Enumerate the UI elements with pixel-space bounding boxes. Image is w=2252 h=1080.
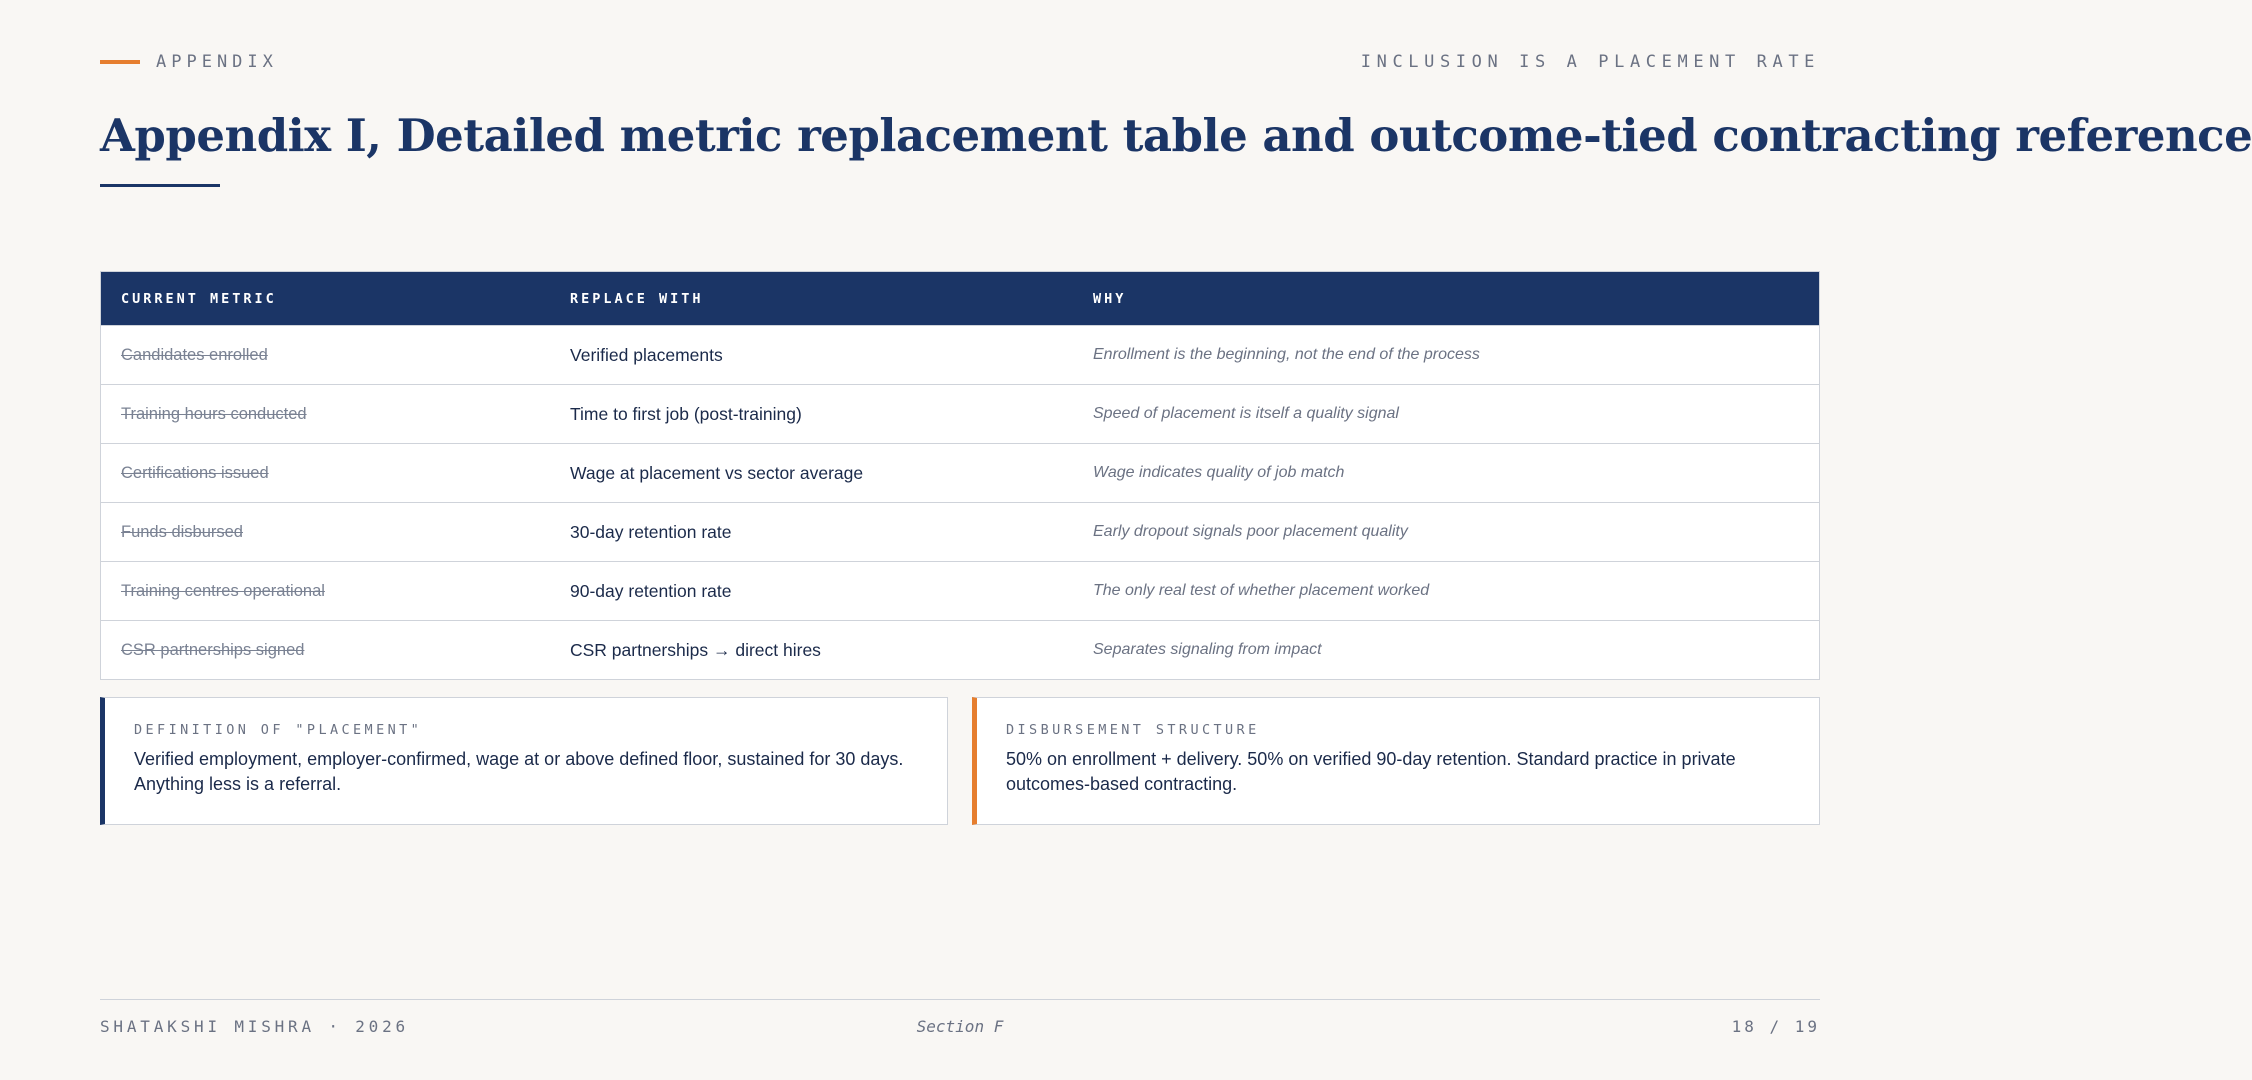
replace-with-cell: Wage at placement vs sector average <box>570 462 864 483</box>
table-row <box>101 384 1819 443</box>
table-header-row <box>101 272 1819 325</box>
column-header-replace-with: REPLACE WITH <box>570 290 704 307</box>
footer-section: Section F <box>916 1017 1004 1036</box>
top-bar <box>100 52 1820 76</box>
table-row <box>101 561 1819 620</box>
footer-divider <box>100 999 1820 1000</box>
footer <box>100 1017 1820 1039</box>
current-metric-cell: Candidates enrolled <box>121 345 268 364</box>
accent-dash <box>100 60 140 64</box>
current-metric-cell: CSR partnerships signed <box>121 640 305 659</box>
card-body: 50% on enrollment + delivery. 50% on verified 90-day retention. Standard practice in private outcomes-based contracting. <box>1006 749 1736 794</box>
eyebrow-label: APPENDIX <box>156 52 278 72</box>
card-label: DEFINITION OF "PLACEMENT" <box>134 722 423 738</box>
current-metric-cell: Certifications issued <box>121 463 269 482</box>
why-cell: Wage indicates quality of job match <box>1093 464 1345 481</box>
metric-replacement-table <box>100 271 1820 680</box>
table-row <box>101 620 1819 679</box>
card-label: DISBURSEMENT STRUCTURE <box>1006 722 1260 738</box>
table-row <box>101 502 1819 561</box>
eyebrow <box>100 52 278 72</box>
why-cell: The only real test of whether placement worked <box>1093 582 1430 599</box>
replace-with-cell: 90-day retention rate <box>570 580 732 601</box>
table-row <box>101 325 1819 384</box>
footer-author: SHATAKSHI MISHRA · 2026 <box>100 1017 409 1036</box>
why-cell: Separates signaling from impact <box>1093 641 1322 658</box>
why-cell: Speed of placement is itself a quality signal <box>1093 405 1399 422</box>
page-title: Appendix I, Detailed metric replacement table and outcome-tied contracting reference <box>100 109 2252 162</box>
current-metric-cell: Training hours conducted <box>121 404 307 423</box>
placement-definition-card <box>100 697 948 825</box>
table-row <box>101 443 1819 502</box>
replace-with-cell: Verified placements <box>570 344 723 365</box>
why-cell: Enrollment is the beginning, not the end of the process <box>1093 346 1480 363</box>
current-metric-cell: Funds disbursed <box>121 522 243 541</box>
column-header-why: WHY <box>1093 290 1127 307</box>
page-number: 18 / 19 <box>1731 1017 1820 1036</box>
current-metric-cell: Training centres operational <box>121 581 325 600</box>
deck-title: INCLUSION IS A PLACEMENT RATE <box>1360 52 1820 72</box>
replace-with-cell: CSR partnerships → direct hires <box>570 639 821 660</box>
why-cell: Early dropout signals poor placement quality <box>1093 523 1408 540</box>
column-header-current-metric: CURRENT METRIC <box>121 290 277 307</box>
replace-with-cell: 30-day retention rate <box>570 521 732 542</box>
card-body: Verified employment, employer-confirmed, wage at or above defined floor, sustained for 30 days. Anything less is a referral. <box>134 749 904 794</box>
disbursement-structure-card <box>972 697 1820 825</box>
title-underline <box>100 184 220 187</box>
replace-with-cell: Time to first job (post-training) <box>570 403 802 424</box>
